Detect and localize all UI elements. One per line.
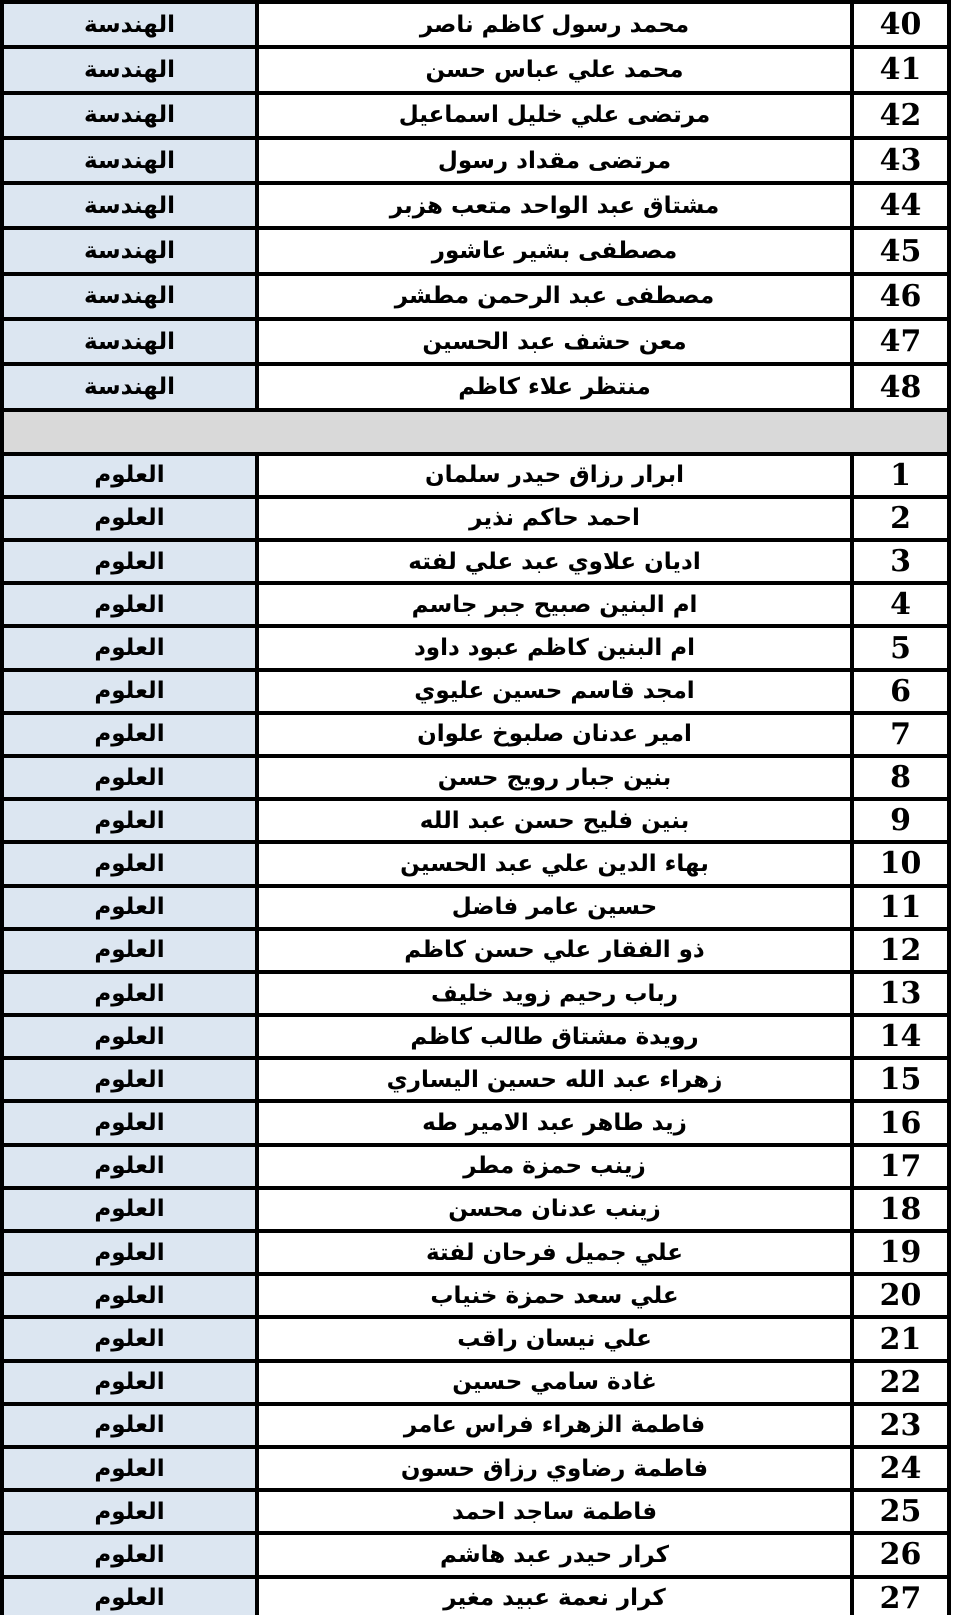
row-number-cell: 41: [852, 47, 949, 92]
table-row: [2, 497, 949, 540]
department-cell: الهندسة: [2, 93, 257, 138]
row-number-cell: 18: [852, 1188, 949, 1231]
table-row: [2, 1447, 949, 1490]
row-number-cell: 24: [852, 1447, 949, 1490]
row-number-cell: 23: [852, 1404, 949, 1447]
table-row: [2, 1101, 949, 1144]
department-cell: العلوم: [2, 1231, 257, 1274]
student-name-cell: رباب رحيم زويد خليف: [257, 972, 852, 1015]
student-name-cell: بنين جبار رويج حسن: [257, 756, 852, 799]
row-number-cell: 4: [852, 583, 949, 626]
table-row: [2, 583, 949, 626]
row-number-cell: 44: [852, 183, 949, 228]
department-cell: العلوم: [2, 1317, 257, 1360]
table-row: [2, 1145, 949, 1188]
department-cell: العلوم: [2, 1274, 257, 1317]
student-name-cell: ابرار رزاق حيدر سلمان: [257, 454, 852, 497]
student-name-cell: زيد طاهر عبد الامير طه: [257, 1101, 852, 1144]
student-name-cell: احمد حاكم نذير: [257, 497, 852, 540]
student-name-cell: زهراء عبد الله حسين اليساري: [257, 1058, 852, 1101]
row-number-cell: 22: [852, 1361, 949, 1404]
table-row: [2, 1188, 949, 1231]
row-number-cell: 46: [852, 274, 949, 319]
department-cell: العلوم: [2, 886, 257, 929]
department-cell: العلوم: [2, 1015, 257, 1058]
student-name-cell: مرتضى مقداد رسول: [257, 138, 852, 183]
table-row: [2, 540, 949, 583]
student-name-cell: كرار نعمة عبيد مغير: [257, 1577, 852, 1615]
table-row: [2, 1274, 949, 1317]
roster-body: [2, 2, 949, 1615]
department-cell: العلوم: [2, 1577, 257, 1615]
student-name-cell: علي نيسان راقب: [257, 1317, 852, 1360]
row-number-cell: 21: [852, 1317, 949, 1360]
table-row: [2, 364, 949, 409]
student-name-cell: مصطفى عبد الرحمن مطشر: [257, 274, 852, 319]
student-name-cell: ام البنين صبيح جبر جاسم: [257, 583, 852, 626]
department-cell: العلوم: [2, 1447, 257, 1490]
row-number-cell: 12: [852, 929, 949, 972]
table-row: [2, 1533, 949, 1576]
department-cell: العلوم: [2, 1404, 257, 1447]
table-row: [2, 138, 949, 183]
student-name-cell: بنين فليح حسن عبد الله: [257, 799, 852, 842]
table-row: [2, 1361, 949, 1404]
row-number-cell: 3: [852, 540, 949, 583]
table-row: [2, 886, 949, 929]
row-number-cell: 16: [852, 1101, 949, 1144]
row-number-cell: 45: [852, 228, 949, 273]
row-number-cell: 10: [852, 842, 949, 885]
student-name-cell: حسين عامر فاضل: [257, 886, 852, 929]
table-row: [2, 319, 949, 364]
department-cell: العلوم: [2, 1533, 257, 1576]
department-cell: العلوم: [2, 842, 257, 885]
row-number-cell: 8: [852, 756, 949, 799]
table-row: [2, 756, 949, 799]
row-number-cell: 2: [852, 497, 949, 540]
student-name-cell: علي جميل فرحان لفتة: [257, 1231, 852, 1274]
table-row: [2, 713, 949, 756]
department-cell: العلوم: [2, 1188, 257, 1231]
department-cell: العلوم: [2, 626, 257, 669]
row-number-cell: 26: [852, 1533, 949, 1576]
row-number-cell: 6: [852, 670, 949, 713]
student-name-cell: بهاء الدين علي عبد الحسين: [257, 842, 852, 885]
row-number-cell: 40: [852, 2, 949, 47]
table-row: [2, 47, 949, 92]
table-row: [2, 929, 949, 972]
department-cell: العلوم: [2, 1101, 257, 1144]
student-name-cell: فاطمة رضاوي رزاق حسون: [257, 1447, 852, 1490]
student-name-cell: زينب حمزة مطر: [257, 1145, 852, 1188]
student-name-cell: محمد رسول كاظم ناصر: [257, 2, 852, 47]
table-row: [2, 670, 949, 713]
department-cell: العلوم: [2, 670, 257, 713]
student-name-cell: معن حشف عبد الحسين: [257, 319, 852, 364]
table-row: [2, 274, 949, 319]
department-cell: العلوم: [2, 1361, 257, 1404]
student-name-cell: امجد قاسم حسين عليوي: [257, 670, 852, 713]
section-separator-cell: [2, 410, 949, 454]
row-number-cell: 25: [852, 1490, 949, 1533]
student-name-cell: امير عدنان صلبوخ علوان: [257, 713, 852, 756]
department-cell: الهندسة: [2, 319, 257, 364]
department-cell: الهندسة: [2, 228, 257, 273]
department-cell: العلوم: [2, 713, 257, 756]
row-number-cell: 19: [852, 1231, 949, 1274]
department-cell: العلوم: [2, 972, 257, 1015]
department-cell: العلوم: [2, 929, 257, 972]
department-cell: الهندسة: [2, 47, 257, 92]
row-number-cell: 13: [852, 972, 949, 1015]
department-cell: العلوم: [2, 1058, 257, 1101]
row-number-cell: 15: [852, 1058, 949, 1101]
department-cell: العلوم: [2, 756, 257, 799]
row-number-cell: 17: [852, 1145, 949, 1188]
table-row: [2, 228, 949, 273]
department-cell: الهندسة: [2, 183, 257, 228]
row-number-cell: 47: [852, 319, 949, 364]
row-number-cell: 27: [852, 1577, 949, 1615]
student-name-cell: مصطفى بشير عاشور: [257, 228, 852, 273]
department-cell: العلوم: [2, 1145, 257, 1188]
row-number-cell: 20: [852, 1274, 949, 1317]
table-row: [2, 454, 949, 497]
table-row: [2, 799, 949, 842]
table-row: [2, 1317, 949, 1360]
row-number-cell: 48: [852, 364, 949, 409]
student-name-cell: منتظر علاء كاظم: [257, 364, 852, 409]
row-number-cell: 1: [852, 454, 949, 497]
table-row: [2, 1015, 949, 1058]
table-row: [2, 842, 949, 885]
department-cell: الهندسة: [2, 2, 257, 47]
table-row: [2, 1058, 949, 1101]
student-name-cell: مشتاق عبد الواحد متعب هزبر: [257, 183, 852, 228]
student-name-cell: فاطمة الزهراء فراس عامر: [257, 1404, 852, 1447]
section-separator-row: [2, 410, 949, 454]
row-number-cell: 14: [852, 1015, 949, 1058]
department-cell: العلوم: [2, 583, 257, 626]
student-name-cell: مرتضى علي خليل اسماعيل: [257, 93, 852, 138]
row-number-cell: 43: [852, 138, 949, 183]
student-name-cell: علي سعد حمزة خنياب: [257, 1274, 852, 1317]
department-cell: العلوم: [2, 497, 257, 540]
row-number-cell: 7: [852, 713, 949, 756]
student-name-cell: كرار حيدر عبد هاشم: [257, 1533, 852, 1576]
student-name-cell: زينب عدنان محسن: [257, 1188, 852, 1231]
department-cell: العلوم: [2, 1490, 257, 1533]
row-number-cell: 5: [852, 626, 949, 669]
table-row: [2, 626, 949, 669]
department-cell: الهندسة: [2, 364, 257, 409]
department-cell: الهندسة: [2, 274, 257, 319]
table-row: [2, 2, 949, 47]
student-name-cell: محمد علي عباس حسن: [257, 47, 852, 92]
table-row: [2, 1490, 949, 1533]
department-cell: العلوم: [2, 799, 257, 842]
table-row: [2, 1577, 949, 1615]
row-number-cell: 11: [852, 886, 949, 929]
student-name-cell: فاطمة ساجد احمد: [257, 1490, 852, 1533]
student-name-cell: رويدة مشتاق طالب كاظم: [257, 1015, 852, 1058]
table-row: [2, 1404, 949, 1447]
table-row: [2, 1231, 949, 1274]
student-name-cell: ام البنين كاظم عبود داود: [257, 626, 852, 669]
student-name-cell: ذو الفقار علي حسن كاظم: [257, 929, 852, 972]
department-cell: العلوم: [2, 454, 257, 497]
table-row: [2, 93, 949, 138]
row-number-cell: 9: [852, 799, 949, 842]
table-row: [2, 183, 949, 228]
department-cell: الهندسة: [2, 138, 257, 183]
student-name-cell: اديان علاوي عبد علي لفته: [257, 540, 852, 583]
row-number-cell: 42: [852, 93, 949, 138]
table-row: [2, 972, 949, 1015]
department-cell: العلوم: [2, 540, 257, 583]
student-name-cell: غادة سامي حسين: [257, 1361, 852, 1404]
